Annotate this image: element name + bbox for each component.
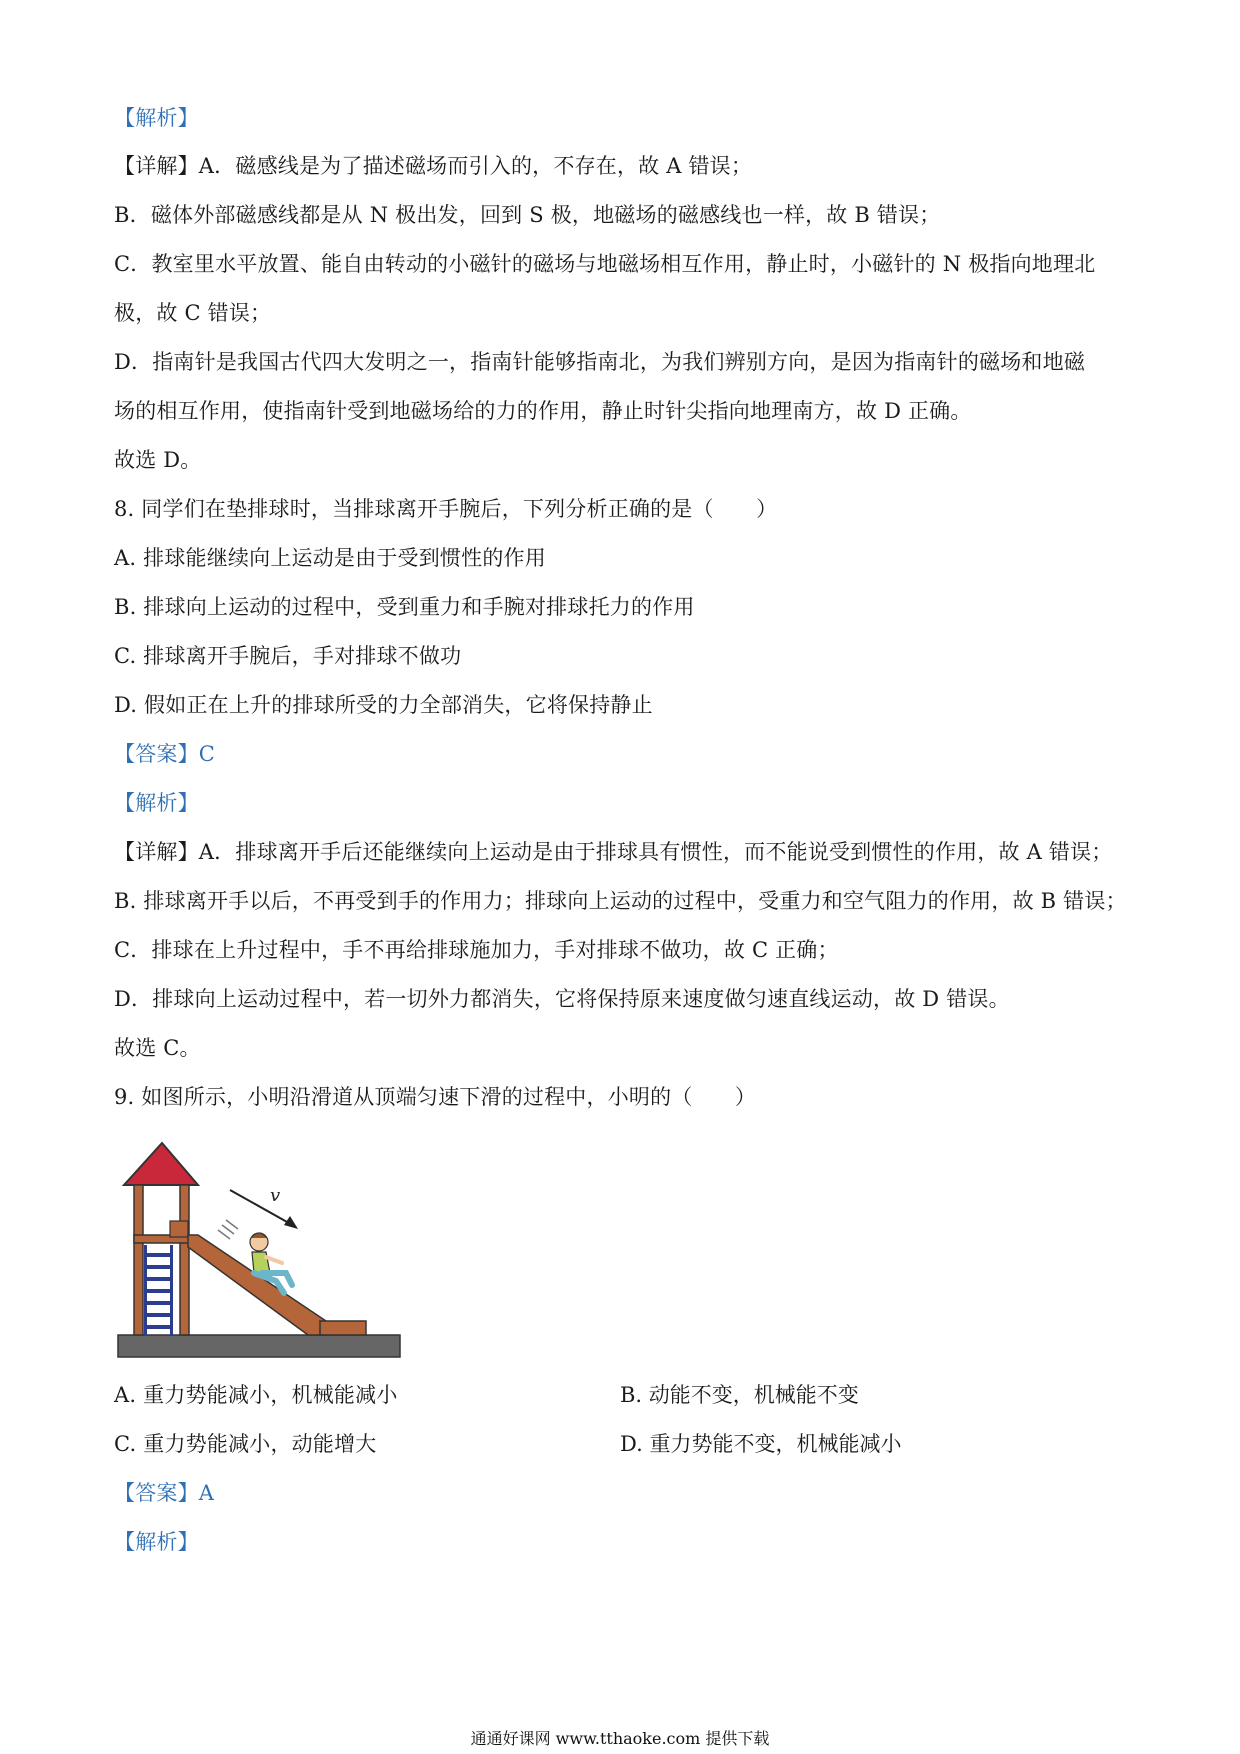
q7-detail-a: 【详解】A．磁感线是为了描述磁场而引入的，不存在，故 A 错误； [114,154,753,178]
velocity-arrow-icon [230,1190,298,1229]
q7-conclusion: 故选 D。 [114,448,202,472]
slide-exit [320,1321,366,1335]
ladder-rungs [144,1253,173,1329]
q9-option-c: C. 重力势能减小，动能增大 [114,1432,377,1456]
q8-conclusion: 故选 C。 [114,1036,201,1060]
q9-option-b: B. 动能不变，机械能不变 [620,1383,859,1407]
q7-detail-c-line2: 极，故 C 错误； [114,301,272,325]
q9-answer: 【答案】A [114,1481,215,1505]
page-footer: 通通好课网 www.tthaoke.com 提供下载 [470,1729,770,1748]
q8-detail-d: D．排球向上运动过程中，若一切外力都消失，它将保持原来速度做匀速直线运动，故 D 错误。 [114,987,1010,1011]
q7-detail-c-line1: C．教室里水平放置、能自由转动的小磁针的磁场与地磁场相互作用，静止时，小磁针的 N 极指向地理北 [114,252,1096,276]
q7-detail-d-line2: 场的相互作用，使指南针受到地磁场给的力的作用，静止时针尖指向地理南方，故 D 正确。 [114,399,972,423]
q8-option-d: D. 假如正在上升的排球所受的力全部消失，它将保持静止 [114,693,653,717]
q8-answer [114,740,215,768]
tower-post-left [134,1185,143,1335]
q9-option-a: A. 重力势能减小，机械能减小 [114,1383,398,1407]
tower-post-right [180,1185,189,1335]
q8-option-b: B. 排球向上运动的过程中，受到重力和手腕对排球托力的作用 [114,595,695,619]
q9-option-d: D. 重力势能不变，机械能减小 [620,1432,902,1456]
analysis-header-q9: 【解析】 [114,1530,199,1554]
ground-bar [118,1335,400,1357]
q7-detail-b: B．磁体外部磁感线都是从 N 极出发，回到 S 极，地磁场的磁感线也一样，故 B 错误； [114,203,941,227]
analysis-header-q7: 【解析】 [114,106,199,130]
slide-figure [114,1135,404,1363]
q8-detail-c: C．排球在上升过程中，手不再给排球施加力，手对排球不做功，故 C 正确； [114,938,839,962]
q9-stem: 9. 如图所示，小明沿滑道从顶端匀速下滑的过程中，小明的（ ） [114,1085,757,1109]
q8-detail-b: B. 排球离开手以后，不再受到手的作用力；排球向上运动的过程中，受重力和空气阻力的作用，故 B 错误； [114,889,1127,913]
tower-rail [170,1221,188,1237]
q7-detail-d-line1: D．指南针是我国古代四大发明之一，指南针能够指南北，为我们辨别方向，是因为指南针的磁场和地磁 [114,350,1086,374]
motion-lines [218,1220,238,1239]
velocity-label: v [270,1185,281,1206]
q8-option-c: C. 排球离开手腕后，手对排球不做功 [114,644,462,668]
tower-roof [124,1143,198,1185]
q8-detail-a: 【详解】A．排球离开手后还能继续向上运动是由于排球具有惯性，而不能说受到惯性的作用，故 A 错误； [114,840,1113,864]
q8-stem: 8. 同学们在垫排球时，当排球离开手腕后，下列分析正确的是（ ） [114,497,778,521]
answer-tag: 【答案】C [114,742,216,766]
analysis-header-q8: 【解析】 [114,791,199,815]
q8-option-a: A. 排球能继续向上运动是由于受到惯性的作用 [114,546,546,570]
